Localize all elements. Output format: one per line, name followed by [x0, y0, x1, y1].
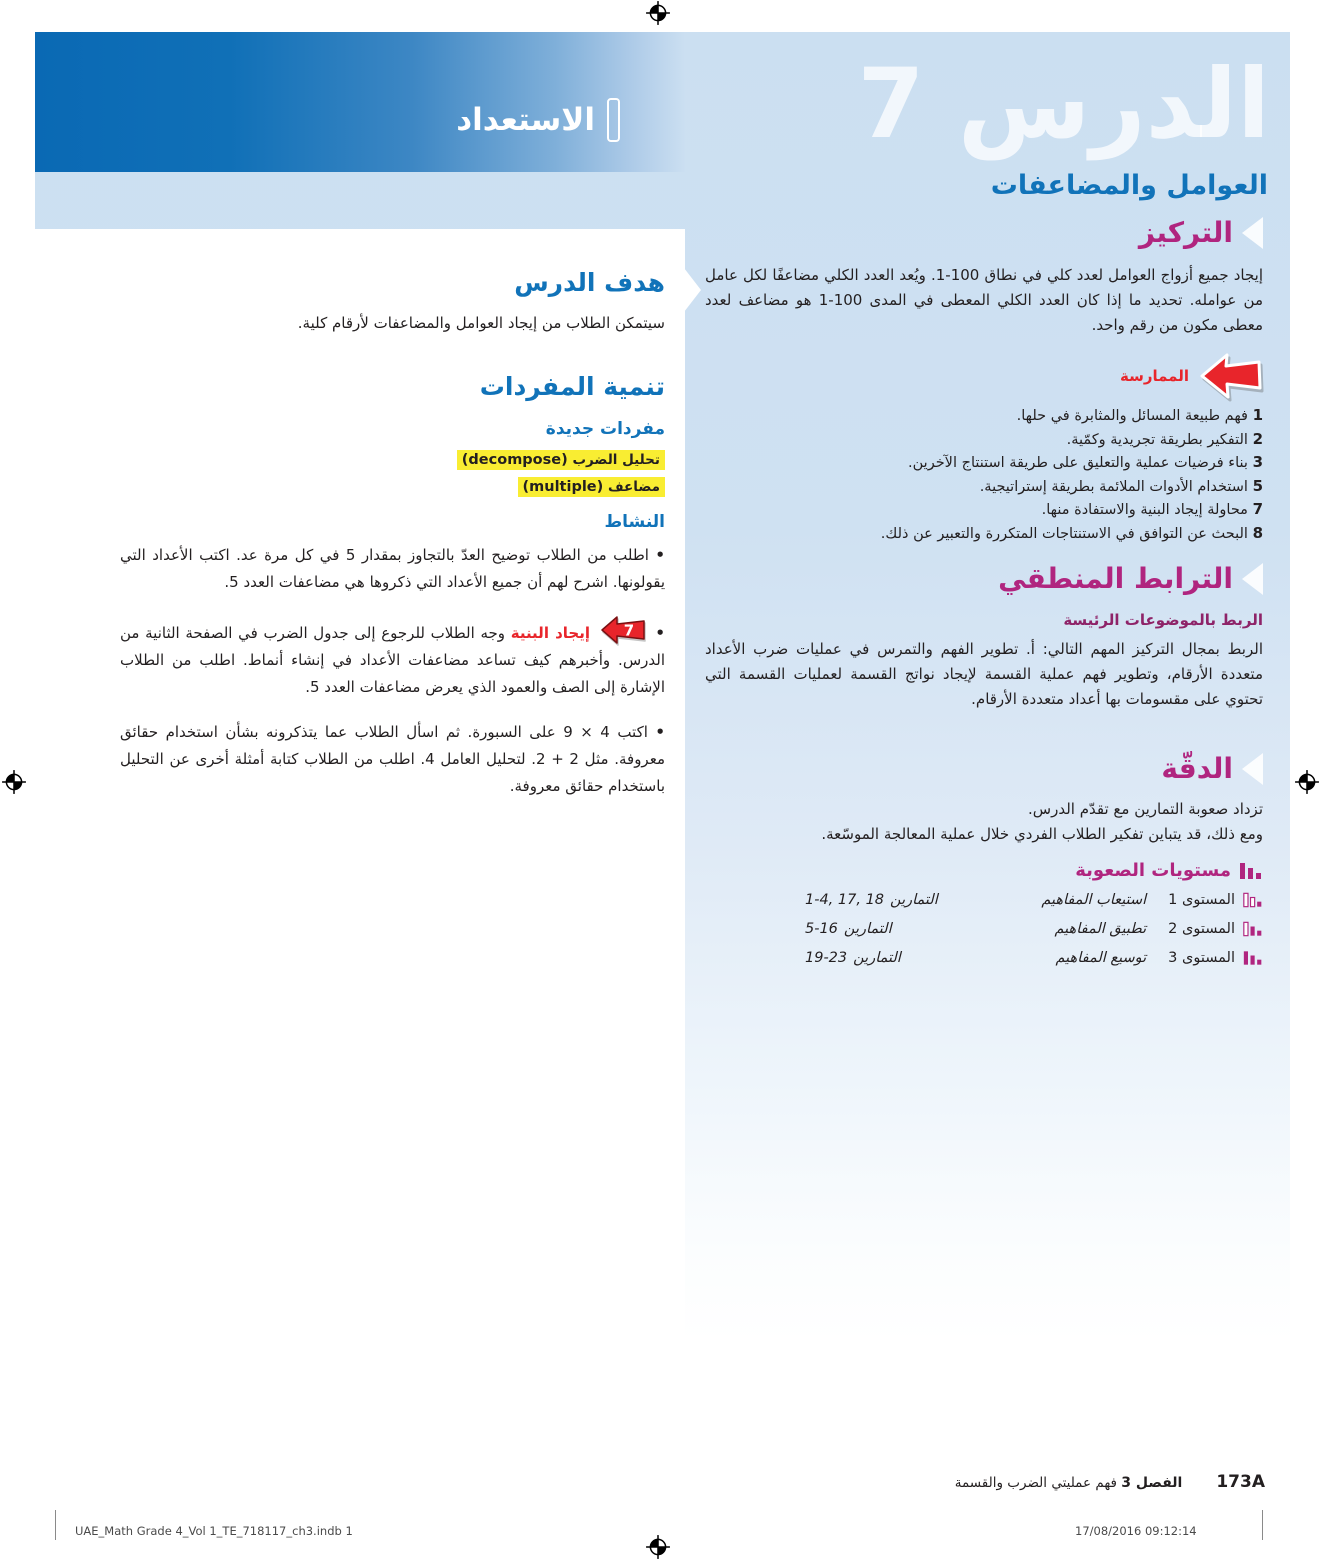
section-marker-icon — [1242, 753, 1263, 785]
bullet-icon: • — [655, 624, 665, 642]
bullet-icon: • — [655, 546, 665, 564]
activity-section — [120, 512, 665, 800]
vocabulary-heading: تنمية المفردات — [479, 372, 665, 401]
rigor-line2: ومع ذلك، قد يتباين تفكير الطلاب الفردي خلال عملية المعالجة الموسّعة. — [821, 825, 1263, 843]
practice-list — [705, 404, 1263, 545]
practice-item — [705, 475, 1263, 499]
practice-arrow-icon — [1199, 350, 1263, 402]
rigor-line1: تزداد صعوبة التمارين مع تقدّم الدرس. — [1028, 800, 1263, 818]
exercises-label: التمارين — [853, 950, 901, 966]
practice-item — [705, 428, 1263, 452]
badge-number: 7 — [623, 621, 634, 640]
practice-item-text: استخدام الأدوات الملائمة بطريقة إستراتيجية. — [979, 478, 1248, 495]
exercises-range: 19-23 — [805, 950, 848, 966]
practice-item-number: 8 — [1252, 523, 1263, 542]
objective-heading: هدف الدرس — [514, 268, 665, 297]
exercises-label: التمارين — [890, 892, 938, 908]
exercises-label: التمارين — [843, 921, 892, 937]
practice-item-text: بناء فرضيات عملية والتعليق على طريقة استنتاج الآخرين. — [908, 455, 1248, 471]
page-footer — [705, 1472, 1265, 1492]
practice-item-text: التفكير بطريقة تجريدية وكمّية. — [1066, 431, 1248, 448]
level-exercises — [805, 892, 938, 908]
focus-body-text: هو مضاعف لعدد معطى مكون من رقم واحد. — [705, 291, 1263, 334]
registration-mark-icon — [1294, 769, 1320, 795]
level-exercises — [805, 921, 892, 937]
practice-item — [705, 522, 1263, 546]
exercises-range: 1-4, 17, 18 — [805, 892, 885, 908]
level-label: المستوى 2 — [1168, 921, 1235, 937]
lesson-title: العوامل والمضاعفات — [990, 170, 1268, 201]
vocabulary-subheading: مفردات جديدة — [545, 419, 665, 439]
bullet-icon: • — [655, 723, 665, 741]
practice-item — [705, 404, 1263, 428]
page-number: 173A — [1216, 1472, 1265, 1492]
activity-bullets — [120, 542, 665, 800]
focus-body — [705, 263, 1263, 338]
math-expression: 2 + 2 — [536, 750, 579, 768]
section-marker-icon — [1242, 217, 1263, 249]
vocab-term-english: (decompose) — [461, 452, 568, 468]
activity-bullet-text: اكتب — [609, 723, 648, 741]
focus-heading: التركيز — [1138, 216, 1233, 249]
focus-range: 1-100 — [935, 266, 980, 284]
activity-heading: النشاط — [604, 512, 665, 532]
coherence-heading-row — [705, 562, 1263, 595]
level-label: المستوى 1 — [1168, 892, 1235, 908]
activity-bullet-3 — [120, 719, 665, 800]
practice-item-number: 3 — [1252, 453, 1263, 471]
practice-label: الممارسة — [1119, 367, 1189, 385]
objective-notch-icon — [684, 268, 701, 312]
section-marker-icon — [1242, 563, 1263, 595]
activity-bullet-text: على السبورة. ثم اسأل الطلاب عما يتذكرونه بشأن استخدام حقائق معروفة. مثل — [120, 723, 665, 768]
objective-section — [120, 268, 665, 336]
level3-bars-icon — [1243, 950, 1263, 966]
activity-bullet-text: اطلب من الطلاب توضيح العدّ بالتجاوز بمقدار 5 في كل مرة عد. اكتب الأعداد التي يقولونها. اشرح لهم أن جميع الأعداد التي ذكروها هي مضاعفات العدد 5. — [120, 546, 665, 591]
practice-item — [705, 451, 1263, 475]
practice-item-number: 7 — [1252, 500, 1263, 518]
print-date: 17/08/2016 09:12:14 — [1075, 1524, 1197, 1538]
practice-item-text: البحث عن التوافق في الاستنتاجات المتكررة والتعبير عن ذلك. — [880, 525, 1248, 542]
vocab-term — [120, 449, 665, 476]
level-concept: تطبيق المفاهيم — [1054, 921, 1147, 937]
registration-mark-icon — [1, 769, 27, 795]
activity-bullet-lead: إيجاد البنية — [510, 624, 591, 642]
crop-tick — [1262, 1510, 1263, 1540]
vocab-term-highlight — [518, 477, 665, 497]
level1-bars-icon — [1243, 892, 1263, 908]
focus-body-text: . ويُعد العدد الكلي مضاعفًا لكل عامل من عوامله. تحديد ما إذا كان العدد الكلي المعطى في المدى — [705, 266, 1264, 309]
activity-bullet-text: . لتحليل العامل 4. اطلب من الطلاب كتابة أمثلة أخرى عن التحليل باستخدام حقائق معروفة. — [120, 750, 665, 795]
level-exercises — [805, 950, 901, 966]
prep-label: الاستعداد — [456, 102, 595, 138]
level-row — [805, 950, 1263, 966]
crop-tick — [55, 1510, 56, 1540]
chapter-label: الفصل 3 — [1121, 1475, 1183, 1491]
rigor-heading-row — [705, 752, 1263, 785]
vocab-term — [120, 476, 665, 503]
print-file-name: UAE_Math Grade 4_Vol 1_TE_718117_ch3.indb 1 — [75, 1524, 353, 1538]
chapter-reference — [955, 1475, 1183, 1491]
print-info-line — [0, 1516, 1320, 1556]
prep-header — [360, 92, 620, 148]
lesson7-arrow-badge-icon — [600, 614, 646, 646]
coherence-subheading: الربط بالموضوعات الرئيسة — [1063, 611, 1263, 629]
level2-bars-icon — [1243, 921, 1263, 937]
difficulty-bars-icon — [1239, 862, 1263, 880]
levels-heading: مستويات الصعوبة — [1075, 860, 1231, 881]
level-row — [805, 921, 1263, 937]
level-concept: توسيع المفاهيم — [1055, 950, 1147, 966]
registration-mark-icon — [645, 0, 671, 26]
activity-bullet-1 — [120, 542, 665, 596]
lesson-number-title: الدرس 7 — [857, 48, 1270, 160]
level-row — [805, 892, 1263, 908]
focus-body-text: إيجاد جميع أزواج العوامل لعدد كلي في نطاق — [979, 266, 1263, 284]
practice-item-number: 1 — [1252, 406, 1263, 424]
level-label: المستوى 3 — [1168, 950, 1235, 966]
prep-bar-icon — [607, 98, 620, 142]
vocab-term-english: (multiple) — [522, 479, 604, 495]
level-concept: استيعاب المفاهيم — [1041, 892, 1147, 908]
vocabulary-section — [120, 372, 665, 503]
practice-item-number: 2 — [1252, 429, 1263, 448]
objective-body: سيتمكن الطلاب من إيجاد العوامل والمضاعفات لأرقام كلية. — [297, 314, 665, 332]
coherence-body: الربط بمجال التركيز المهم التالي: أ. تطوير الفهم والتمرس في عمليات ضرب الأعداد متعددة الأرقام، وتطوير فهم عملية القسمة لإيجاد نواتج القسمة لعمليات القسمة التي تحتوي على مقسومات بها أعداد متعددة الأرقام. — [705, 640, 1263, 708]
focus-section — [705, 216, 1263, 338]
chapter-title: فهم عمليتي الضرب والقسمة — [954, 1475, 1117, 1491]
focus-heading-row — [705, 216, 1263, 249]
focus-range: 1-100 — [818, 291, 863, 309]
rigor-heading: الدقّة — [1161, 752, 1233, 785]
coherence-heading: الترابط المنطقي — [998, 562, 1233, 595]
activity-bullet-text: وجه الطلاب للرجوع إلى جدول الضرب في الصفحة الثانية من الدرس. وأخبرهم كيف تساعد مضاعفات الأعداد في إنشاء أنماط. اطلب من الطلاب الإشارة إلى الصف والعمود الذي يعرض مضاعفات العدد 5. — [120, 624, 665, 696]
levels-heading-row — [805, 860, 1263, 881]
practice-item-number: 5 — [1252, 476, 1263, 495]
rigor-section — [705, 752, 1263, 847]
activity-bullet-2 — [120, 614, 665, 701]
math-expression: 9 × 4 — [563, 723, 610, 741]
practice-header — [705, 350, 1263, 402]
vocab-term-arabic: مضاعف — [607, 479, 660, 495]
exercises-range: 5-16 — [805, 921, 838, 937]
vocab-term-highlight — [457, 450, 665, 470]
practice-item — [705, 498, 1263, 522]
coherence-section — [705, 562, 1263, 712]
practice-item-text: محاولة إيجاد البنية والاستفادة منها. — [1041, 502, 1248, 518]
practice-item-text: فهم طبيعة المسائل والمثابرة في حلها. — [1016, 408, 1248, 424]
vocab-term-arabic: تحليل الضرب — [572, 452, 660, 468]
